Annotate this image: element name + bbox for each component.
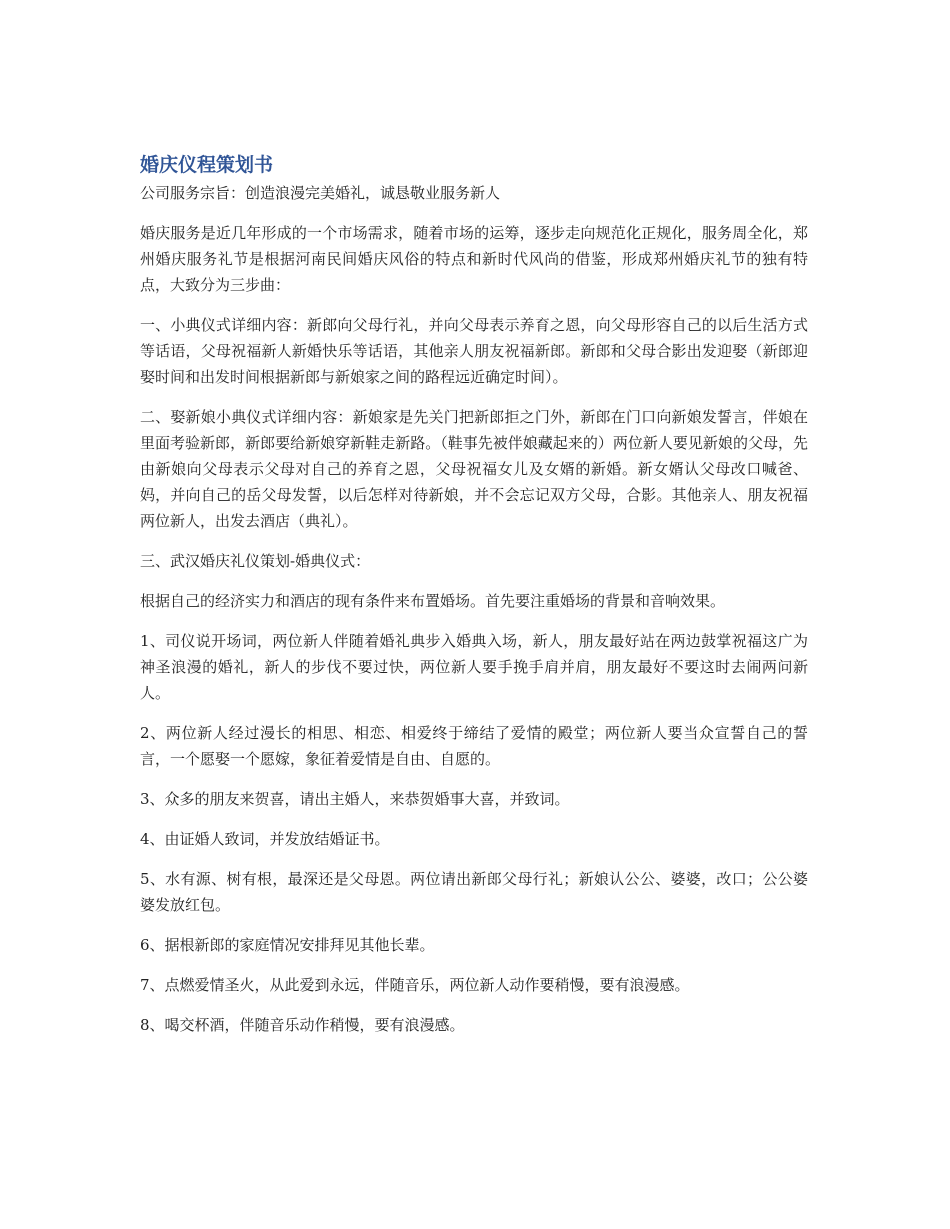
step-6-paragraph: 6、据根新郎的家庭情况安排拜见其他长辈。 bbox=[140, 936, 435, 954]
section-1-paragraph: 一、小典仪式详细内容：新郎向父母行礼，并向父母表示养育之恩，向父母形容自己的以后生活方式等话语，父母祝福新人新婚快乐等话语，其他亲人朋友祝福新郎。新郎和父母合影出发迎娶（新郎迎娶时间和出发时间根据新郎与新娘家之间的路程远近确定时间）。 bbox=[140, 316, 808, 386]
step-1-paragraph: 1、司仪说开场词，两位新人伴随着婚礼典步入婚典入场，新人，朋友最好站在两边鼓掌祝福这广为神圣浪漫的婚礼，新人的步伐不要过快，两位新人要手挽手肩并肩，朋友最好不要这时去闹两问新人。 bbox=[140, 632, 808, 702]
step-4-paragraph: 4、由证婚人致词，并发放结婚证书。 bbox=[140, 830, 390, 848]
intro-paragraph: 婚庆服务是近几年形成的一个市场需求，随着市场的运筹，逐步走向规范化正规化，服务周全化，郑州婚庆服务礼节是根据河南民间婚庆风俗的特点和新时代风尚的借鉴，形成郑州婚庆礼节的独有特点，大致分为三步曲： bbox=[140, 224, 808, 294]
service-motto: 公司服务宗旨：创造浪漫完美婚礼，诚恳敬业服务新人 bbox=[140, 184, 501, 202]
document-body bbox=[140, 150, 808, 1052]
venue-paragraph: 根据自己的经济实力和酒店的现有条件来布置婚场。首先要注重婚场的背景和音响效果。 bbox=[140, 592, 726, 610]
section-3-heading: 三、武汉婚庆礼仪策划-婚典仪式： bbox=[140, 552, 371, 570]
step-7-paragraph: 7、点燃爱情圣火，从此爱到永远，伴随音乐，两位新人动作要稍慢，要有浪漫感。 bbox=[140, 976, 690, 994]
step-5-paragraph: 5、水有源、树有根，最深还是父母恩。两位请出新郎父母行礼；新娘认公公、婆婆，改口；公公婆婆发放红包。 bbox=[140, 870, 808, 914]
step-8-paragraph: 8、喝交杯酒，伴随音乐动作稍慢，要有浪漫感。 bbox=[140, 1016, 465, 1034]
document-title: 婚庆仪程策划书 bbox=[140, 154, 274, 176]
section-2-paragraph: 二、娶新娘小典仪式详细内容：新娘家是先关门把新郎拒之门外，新郎在门口向新娘发誓言，伴娘在里面考验新郎，新郎要给新娘穿新鞋走新路。（鞋事先被伴娘藏起来的）两位新人要见新娘的父母，先由新娘向父母表示父母对自己的养育之恩，父母祝福女儿及女婿的新婚。新女婿认父母改口喊爸、妈，并向自己的岳父母发誓，以后怎样对待新娘，并不会忘记双方父母，合影。其他亲人、朋友祝福两位新人，出发去酒店（典礼）。 bbox=[140, 408, 808, 530]
step-2-paragraph: 2、两位新人经过漫长的相思、相恋、相爱终于缔结了爱情的殿堂；两位新人要当众宣誓自己的誓言，一个愿娶一个愿嫁，象征着爱情是自由、自愿的。 bbox=[140, 724, 808, 768]
step-3-paragraph: 3、众多的朋友来贺喜，请出主婚人，来恭贺婚事大喜，并致词。 bbox=[140, 790, 570, 808]
